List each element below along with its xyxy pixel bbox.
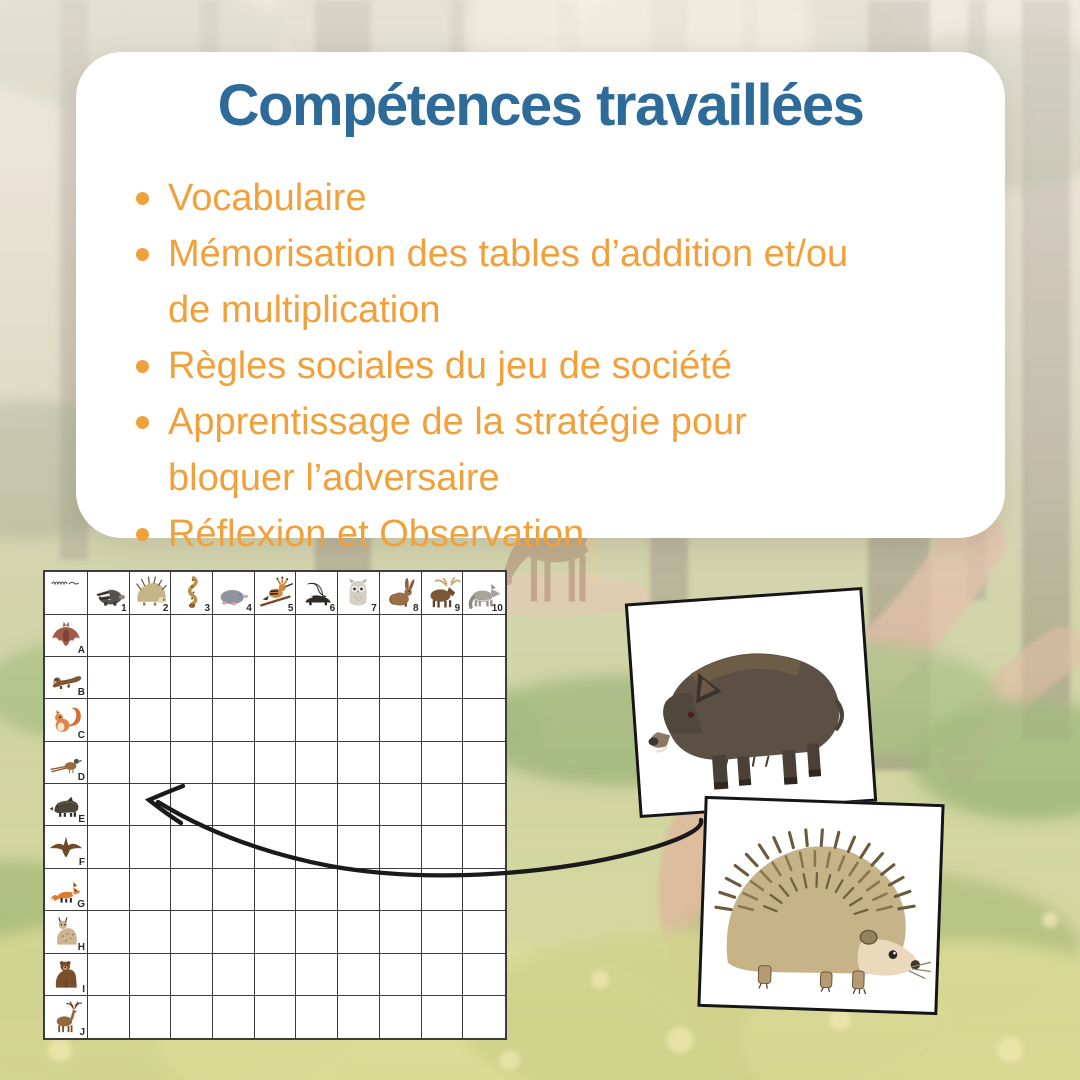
skill-text: Vocabulaire (168, 177, 367, 219)
row-letter: A (77, 644, 85, 656)
board-cell (213, 869, 255, 911)
board-cell (463, 657, 505, 699)
board-row-header (45, 911, 88, 953)
board-cell (422, 657, 464, 699)
skill-text: de multiplication (168, 289, 441, 331)
board-cell (255, 869, 297, 911)
board-cell (255, 954, 297, 996)
board-cell (338, 615, 380, 657)
board-cell (380, 784, 422, 826)
row-letter: I (82, 984, 85, 996)
board-cell (380, 742, 422, 784)
board-cell (338, 954, 380, 996)
board-cell (338, 699, 380, 741)
board-cell (88, 784, 130, 826)
signature-scribble-icon (48, 575, 82, 589)
skill-item (130, 170, 975, 226)
skill-text: bloquer l’adversaire (168, 457, 500, 499)
board-cell (213, 699, 255, 741)
column-number: 6 (329, 602, 336, 614)
bullet-icon (136, 528, 149, 541)
board-cell (422, 784, 464, 826)
board-cell (338, 742, 380, 784)
board-cell (213, 996, 255, 1038)
board-cell (380, 657, 422, 699)
board-cell (463, 826, 505, 868)
board-cell (380, 911, 422, 953)
column-number: 7 (371, 602, 377, 614)
skills-list (130, 170, 975, 562)
column-number: 3 (204, 602, 211, 614)
board-cell (88, 615, 130, 657)
board-cell (296, 615, 338, 657)
board-cell (296, 657, 338, 699)
board-cell (130, 911, 172, 953)
board-cell (463, 615, 505, 657)
board-cell (213, 742, 255, 784)
board-cell (338, 869, 380, 911)
row-letter: H (77, 941, 85, 953)
board-column-header (380, 572, 422, 615)
board-column-header (463, 572, 505, 615)
board-cell (463, 742, 505, 784)
skill-item (130, 226, 975, 338)
board-cell (296, 699, 338, 741)
hedgehog-icon (704, 806, 939, 1006)
bullet-icon (136, 192, 149, 205)
board-cell (338, 911, 380, 953)
board-row-header (45, 869, 88, 911)
board-cell (213, 826, 255, 868)
hedgehog-card (697, 796, 944, 1015)
skills-card (76, 52, 1005, 555)
board-cell (296, 826, 338, 868)
column-number: 1 (121, 602, 127, 614)
board-cell (171, 657, 213, 699)
board-cell (380, 869, 422, 911)
board-cell (171, 784, 213, 826)
board-cell (422, 869, 464, 911)
skill-text: Réflexion et Observation (168, 513, 585, 555)
bear-icon (46, 956, 86, 996)
board-column-header (255, 572, 297, 615)
board-cell (130, 996, 172, 1038)
board-cell (380, 615, 422, 657)
board-cell (338, 996, 380, 1038)
board-cell (296, 784, 338, 826)
board-cell (130, 869, 172, 911)
board-column-header (338, 572, 380, 615)
board-row-header (45, 826, 88, 868)
board-cell (338, 826, 380, 868)
board-cell (171, 996, 213, 1038)
board-cell (88, 699, 130, 741)
column-number: 2 (162, 602, 169, 614)
board-cell (296, 742, 338, 784)
board-cell (422, 996, 464, 1038)
board-row-header (45, 657, 88, 699)
boar-icon (632, 599, 871, 805)
board-cell (88, 954, 130, 996)
board-cell (130, 742, 172, 784)
board-cell (130, 699, 172, 741)
board-row-header (45, 954, 88, 996)
board-cell (422, 954, 464, 996)
board-cell (463, 699, 505, 741)
board-cell (380, 954, 422, 996)
row-letter: J (79, 1027, 85, 1039)
board-cell (255, 996, 297, 1038)
board-cell (422, 742, 464, 784)
board-cell (255, 657, 297, 699)
board-column-header (296, 572, 338, 615)
board-cell (422, 911, 464, 953)
board-cell (380, 826, 422, 868)
row-letter: G (77, 899, 85, 911)
board-cell (130, 826, 172, 868)
column-number: 9 (454, 602, 461, 614)
board-cell (380, 996, 422, 1038)
skill-text: Apprentissage de la stratégie pour (168, 401, 747, 443)
board-cell (255, 615, 297, 657)
board-cell (171, 742, 213, 784)
board-column-header (88, 572, 130, 615)
skill-text: Règles sociales du jeu de société (168, 345, 733, 387)
board-cell (338, 657, 380, 699)
board-cell (171, 954, 213, 996)
board-row-header (45, 742, 88, 784)
board-cell (463, 911, 505, 953)
board-cell (213, 911, 255, 953)
board-cell (88, 911, 130, 953)
column-number: 4 (246, 602, 252, 614)
board-cell (130, 954, 172, 996)
board-row-header (45, 996, 88, 1038)
game-board (43, 570, 507, 1040)
column-number: 10 (491, 602, 503, 614)
board-cell (255, 826, 297, 868)
bullet-icon (136, 416, 149, 429)
board-cell (338, 784, 380, 826)
board-column-header (422, 572, 464, 615)
board-cell (296, 911, 338, 953)
board-cell (130, 657, 172, 699)
board-cell (255, 742, 297, 784)
board-cell (130, 784, 172, 826)
board-cell (88, 996, 130, 1038)
board-row-header (45, 615, 88, 657)
board-cell (213, 784, 255, 826)
board-column-header (130, 572, 172, 615)
board-cell (463, 996, 505, 1038)
board-cell (255, 784, 297, 826)
boar-card (625, 587, 877, 818)
board-cell (380, 699, 422, 741)
skill-text: Mémorisation des tables d’addition et/ou (168, 233, 849, 275)
board-cell (88, 826, 130, 868)
board-cell (422, 826, 464, 868)
row-letter: F (78, 856, 85, 868)
board-cell (296, 954, 338, 996)
board-column-header (171, 572, 213, 615)
board-cell (422, 615, 464, 657)
board-column-header (213, 572, 255, 615)
board-cell (463, 954, 505, 996)
bullet-icon (136, 248, 149, 261)
board-cell (171, 826, 213, 868)
board-cell (171, 615, 213, 657)
board-cell (296, 869, 338, 911)
skill-item (130, 338, 975, 394)
skill-item (130, 394, 975, 506)
board-row-header (45, 699, 88, 741)
board-cell (255, 911, 297, 953)
card-title: Compétences travaillées (217, 73, 864, 138)
board-cell (296, 996, 338, 1038)
skill-item (130, 506, 975, 562)
row-letter: D (77, 772, 85, 784)
column-number: 8 (412, 602, 419, 614)
board-cell (213, 954, 255, 996)
board-corner-cell (45, 572, 88, 615)
board-cell (463, 869, 505, 911)
bullet-icon (136, 360, 149, 373)
board-cell (88, 742, 130, 784)
board-cell (171, 869, 213, 911)
column-number: 5 (287, 602, 294, 614)
board-cell (88, 869, 130, 911)
row-letter: E (78, 814, 85, 826)
row-letter: B (77, 687, 85, 699)
board-cell (171, 911, 213, 953)
board-row-header (45, 784, 88, 826)
board-cell (213, 657, 255, 699)
board-cell (422, 699, 464, 741)
row-letter: C (77, 729, 85, 741)
board-cell (213, 615, 255, 657)
board-cell (171, 699, 213, 741)
board-cell (463, 784, 505, 826)
board-cell (130, 615, 172, 657)
board-cell (255, 699, 297, 741)
board-cell (88, 657, 130, 699)
